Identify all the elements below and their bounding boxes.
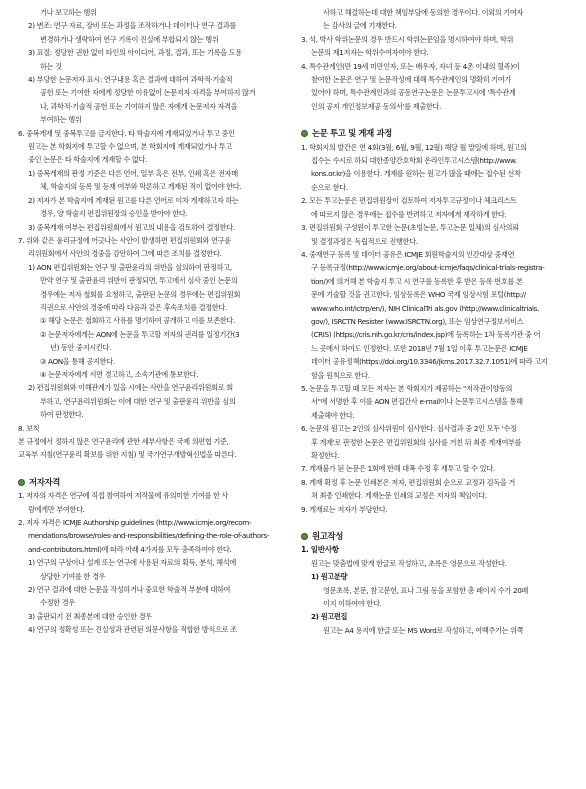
paragraph: 9. 게재료는 저자가 부담한다.: [301, 504, 388, 514]
paragraph: 는 감사의 글에 기재한다.: [323, 21, 397, 31]
paragraph: 2) 저자가 본 학술지에 게재된 원고를 다른 언어로 이차 게재하고자 하는: [28, 195, 239, 205]
paragraph: 있어야 하며, 특수관계인과의 공동연구논문은 논문투고시에 '특수관계: [311, 88, 516, 98]
paragraph: 제출해야 한다.: [311, 410, 355, 420]
paragraph: 영문초록, 본문, 참고문헌, 표나 그림 등을 포함한 총 페이지 수가 20페: [323, 585, 529, 595]
paragraph: 하여 판정한다.: [40, 410, 84, 420]
paragraph: 인의 공저 개인정보제공 동의서'를 제출한다.: [311, 101, 441, 111]
paragraph: ③ AON을 통해 공지한다.: [40, 356, 115, 366]
paragraph: (CRIS) (https://cris.nih.go.kr/cris/index.jsp)에 등록하는 1차 등록기관 중 어: [311, 330, 541, 340]
circle-bullet-icon: [301, 130, 308, 137]
paragraph: 4. 중재연구 등록 및 데이터 공유은 ICMJE 회원학술지의 인간대상 중재연: [301, 249, 515, 259]
paragraph: 3) 출판되기 전 최종본에 대한 승인한 경우: [28, 611, 152, 621]
paragraph: 문에 기술할 것을 권고한다. 임상등록은 WHO 국제 임상시험 포털(http://: [311, 290, 526, 300]
paragraph: 리위원회에서 사안의 경중을 감안하여 그에 따른 조치를 결정한다.: [28, 249, 222, 259]
paragraph: 6. 논문의 원고는 2인의 심사위원이 심사한다. 심사결과 중 2인 모두 '수정: [301, 424, 517, 434]
paragraph: 8. 보칙: [18, 423, 40, 433]
paragraph: 3) 중복게재 여부는 편집위원회에서 원고의 내용을 검토하여 결정한다.: [28, 222, 235, 232]
paragraph: 논문의 제1저자는 학위수여자여야 한다.: [311, 48, 429, 58]
paragraph: 나, 과학적·기술적 공헌 또는 기여하지 않은 자에게 논문저자 자격을: [40, 101, 238, 111]
paragraph: 구 등록규정(http://www.icmje.org/about-icmje/faqs/clinical-trials-registra-: [311, 263, 545, 273]
section-heading-text: 논문 투고 및 게재 과정: [312, 128, 392, 139]
circle-bullet-icon: [18, 479, 25, 486]
paragraph: 하는 것: [40, 61, 62, 71]
paragraph: 6. 중복게재 및 중복투고를 금지한다. 타 학술지에 게재되었거나 투고 중인: [18, 128, 235, 138]
paragraph: 쳐 최종 인쇄한다. 게재논문 인쇄의 교정은 저자의 책임이다.: [311, 491, 487, 501]
paragraph: 3) 표절: 정당한 권한 없이 타인의 아이디어, 과정, 결과, 또는 기록을 도용: [28, 48, 242, 58]
subsection-heading: 2) 원고편집: [311, 612, 348, 622]
paragraph: 4) 부당한 논문저자 표시: 연구내용 혹은 결과에 대하여 과학적·기술적: [28, 75, 233, 85]
paragraph: 상당한 기여를 한 경우: [40, 571, 106, 581]
paragraph: 부하고, 연구윤리위원회는 이에 대한 연구 및 출판윤리 위반을 심의: [40, 396, 236, 406]
paragraph: 함을 원칙으로 한다.: [311, 370, 370, 380]
paragraph: 에 따르지 않은 경우에는 접수를 반려하고 저자에게 재작하게 한다.: [311, 209, 507, 219]
paragraph: 원고는 A4 용지에 한글 또는 MS Word로 작성하고, 여백주기는 위쪽: [323, 625, 524, 635]
paragraph: 5. 논문을 투고할 때 모든 저자는 본 학회지가 제공하는 "저작권이양동의: [301, 383, 513, 393]
paragraph: 직권으로 사안의 경중에 따라 다음과 같은 후속조치를 결정한다.: [40, 302, 227, 312]
paragraph: 원고는 맞춤법에 맞게 한글로 작성하고, 초록은 영문으로 작성한다.: [311, 558, 507, 568]
paragraph: 느 곳에서 하여도 인정한다. 또한 2018년 7월 1일 이후 투고논문은 ICMJE: [311, 343, 528, 353]
paragraph: 3. 석, 박사 학위논문의 경우 반드시 학위논문임을 명시하여야 하며, 학위: [301, 34, 514, 44]
paragraph: www.who.int/ictrp/en/), NIH ClinicalTri als.gov (http://www.clinicaltrials.: [311, 303, 540, 313]
paragraph: ① 해당 논문은 철회하고 사유를 명기하여 공개하고 이를 보존한다.: [40, 316, 235, 326]
paragraph: 8. 게재 확정 후 논문 인쇄본은 저자, 편집위원회 순으로 교정과 검독을 거: [301, 477, 515, 487]
section-heading-text: 원고작성: [312, 531, 343, 542]
section-heading-manuscript: [301, 530, 571, 543]
paragraph: 람에게만 부여한다.: [28, 504, 85, 514]
paragraph: 후 게재'로 판정한 논문은 편집위원회의 심사를 거친 뒤 최종 게재여부를: [311, 437, 522, 447]
paragraph: 수정한 경우: [40, 598, 75, 608]
paragraph: 1) 연구의 구상이나 설계 또는 연구에 사용된 자료의 획득, 분석, 해석에: [28, 558, 236, 568]
section-heading-text: 저자자격: [29, 476, 60, 487]
paragraph: 사하고 해결하는데 대한 책임부담에 동의한 경우이다. 이외의 기여자: [323, 8, 524, 17]
paragraph: 4) 연구의 정확성 또는 진실성과 관련된 의문사항을 적합한 방식으로 조: [28, 625, 237, 635]
paragraph: 년) 동안 중지시킨다.: [50, 343, 112, 353]
subsection-heading: 1. 일반사항: [301, 545, 339, 555]
paragraph: 1) AON 편집위원회는 연구 및 출판윤리의 위반을 심의하여 판정하고,: [28, 262, 232, 272]
paragraph: 변경하거나 생략하여 연구 기록이 진실에 부합되지 않는 행위: [40, 34, 219, 44]
paragraph: 2) 연구 결과에 대한 논문을 작성하거나 중요한 학술적 부분에 대하여: [28, 585, 231, 595]
paragraph: 1. 저자의 자격은 연구에 직접 참여하여 저작물에 유의미한 기여를 한 사: [18, 491, 229, 501]
section-heading-authorship: [18, 476, 290, 489]
paragraph: 서"에 서명한 후 이를 AON 편집간사 e-mail이나 논문투고시스템을 통해: [311, 397, 523, 407]
paragraph: 확정한다.: [311, 451, 340, 460]
paragraph: 경우에는 저자 철회를 요청하고, 출판된 논문의 경우에는 편집위원회: [40, 289, 241, 299]
paragraph: 중인 논문은 타 학술지에 게재할 수 없다.: [28, 155, 148, 165]
paragraph: 2) 편집위원회와 이해관계가 있을 시에는 사안을 연구윤리위원회로 회: [28, 383, 233, 393]
paragraph: 및 결정과정은 독립적으로 진행한다.: [311, 236, 418, 246]
paragraph: 1. 학회지의 발간은 연 4회(3월, 6월, 9월, 12월) 해당 월 말일에 하며, 원고의: [301, 142, 527, 152]
subsection-heading: 1) 원고분량: [311, 572, 348, 582]
paragraph: 원고는 본 학회지에 투고할 수 없으며, 본 학회지에 게재되었거나 투고: [28, 142, 232, 152]
paragraph: 7. 게재불가 된 논문은 1회에 한해 대폭 수정 후 재투고 할 수 있다.: [301, 464, 495, 474]
paragraph: 경우, 양 학술지 편집위원장의 승인을 받아야 한다.: [40, 209, 188, 219]
paragraph: gov/), ISRCTN Resister (www.ISRCTN.org), 또는 임상연구정보서비스: [311, 316, 524, 326]
paragraph: mendations/browse/roles-and-responsibilities/defining-the-role-of-authors-: [28, 531, 270, 541]
paragraph: 데이터 공유정책(https://doi.org/10.3346/jkms.2017.32.7.1051)에 따라 고지: [311, 357, 548, 367]
paragraph: 거나 보고하는 행위: [40, 8, 97, 17]
paragraph: 1) 중복게재의 판정 기준은 다른 언어, 일부 혹은 전부, 인쇄 혹은 전자매: [28, 168, 238, 178]
paragraph: 체, 학술지의 등록 및 등재 여부와 막론하고 게재된 적이 없어야 한다.: [40, 182, 242, 192]
paragraph: tion/)에 의거해 본 학술지 투고 시 연구를 등록한 후 받은 등록 번호를 본: [311, 276, 523, 286]
paragraph: 부여하는 행위: [40, 115, 82, 125]
paragraph: ② 논문저자에게는 AON에 논문을 투고할 저자의 권리를 일정기간(3: [40, 329, 240, 339]
paragraph: kons.or.kr)을 이용한다. 게재를 원하는 원고가 많을 때에는 접수된 선착: [311, 169, 521, 179]
paragraph: 이지 이하여야 한다.: [323, 599, 382, 609]
paragraph: 4. 특수관계인(만 19세 미만인자, 또는 배우자, 자녀 등 4촌 이내의 혈족)이: [301, 61, 520, 71]
paragraph: 2. 저자 자격은 ICMJE Authorship guidelines (http://www.icmje.org/recom-: [18, 518, 252, 528]
paragraph: 접수는 수시로 하되 대한종양간호학회 온라인투고시스템(http://www.: [311, 156, 517, 166]
paragraph: 7. 위와 같은 윤리규정에 어긋나는 사안이 발생하면 편집위원회와 연구윤: [18, 235, 231, 245]
paragraph: 교육부 지침(연구윤리 확보를 위한 지침) 및 국가연구개발혁신법을 따른다.: [18, 450, 237, 460]
paragraph: 본 규정에서 정하지 않은 연구윤리에 관한 세부사항은 국제 의편협 기준,: [18, 437, 229, 446]
paragraph: 2. 모든 투고논문은 편집위원장이 검토하여 저자투고규정이나 체크리스트: [301, 196, 517, 206]
paragraph: ④ 논문저자에게 서면 경고하고, 소속기관에 통보한다.: [40, 369, 199, 379]
paragraph: 2) 변조: 연구 자료, 장비 또는 과정을 조작하거나 데이터나 연구 결과를: [28, 21, 237, 31]
circle-bullet-icon: [301, 533, 308, 540]
section-heading-submission: [301, 127, 571, 140]
right-column: [301, 6, 571, 637]
paragraph: and-contributors.html)에 따라 아래 4가지를 모두 충족하여야 한다.: [28, 544, 232, 554]
paragraph: 참여한 논문은 연구 및 논문작성에 대해 특수관계인의 명확히 기여가: [311, 75, 512, 85]
paragraph: 만약 연구 및 출판윤리 위반이 판정되면, 투고에서 심사 중인 논문의: [40, 276, 238, 286]
paragraph: 3. 편집위원회 구성원이 투고한 논문(초빙논문, 투고논문 일체)의 심사의뢰: [301, 223, 519, 233]
left-column: [18, 6, 290, 637]
paragraph: 순으로 한다.: [311, 182, 348, 192]
paragraph: 공헌 또는 기여한 자에게 정당한 이유없이 논문저자 자격을 부여하지 않거: [40, 88, 256, 98]
